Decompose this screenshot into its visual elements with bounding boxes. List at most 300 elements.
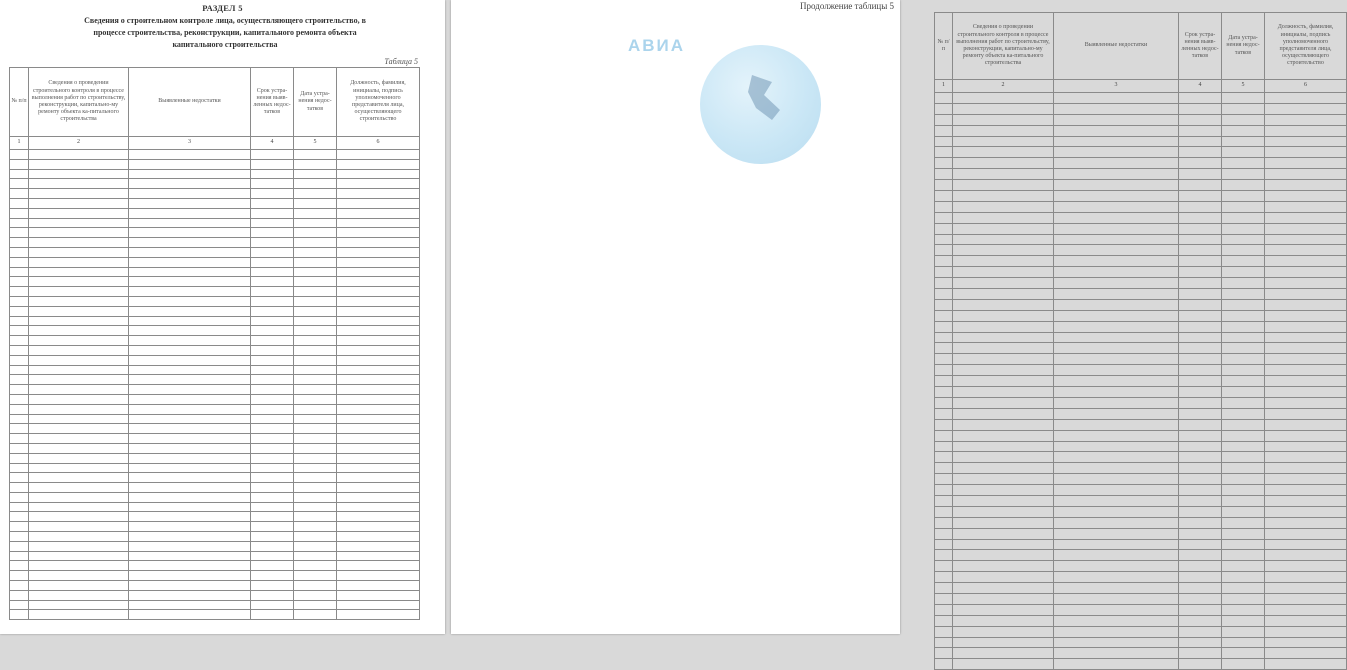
table-cell (1054, 212, 1179, 223)
table-cell (953, 572, 1054, 583)
table-cell (294, 590, 337, 600)
table-cell (337, 385, 420, 395)
table-cell (294, 492, 337, 502)
table-cell (129, 532, 251, 542)
table-cell (29, 316, 129, 326)
table-cell (1222, 299, 1265, 310)
table-cell (1265, 474, 1347, 485)
table-cell (953, 245, 1054, 256)
table-cell (294, 600, 337, 610)
table-cell (129, 189, 251, 199)
table-cell (1179, 637, 1222, 648)
table-cell (294, 404, 337, 414)
table-row (10, 296, 420, 306)
table-cell (953, 234, 1054, 245)
table-cell (953, 397, 1054, 408)
table-row (10, 208, 420, 218)
table-cell (337, 463, 420, 473)
table-cell (129, 296, 251, 306)
table-cell (1179, 223, 1222, 234)
table-cell (29, 483, 129, 493)
table-cell (1179, 289, 1222, 300)
table-cell (129, 247, 251, 257)
table-cell (1222, 245, 1265, 256)
table-cell (251, 345, 294, 355)
table-cell (1265, 245, 1347, 256)
table-cell (1222, 637, 1265, 648)
table-cell (294, 198, 337, 208)
table-cell (251, 326, 294, 336)
table-cell (1054, 528, 1179, 539)
table-cell (251, 150, 294, 160)
table-cell (1054, 495, 1179, 506)
table-cell (953, 430, 1054, 441)
table-cell (1179, 397, 1222, 408)
table-cell (935, 397, 953, 408)
table-cell (935, 506, 953, 517)
table-cell (129, 355, 251, 365)
table-cell (1179, 354, 1222, 365)
table-cell (10, 228, 29, 238)
table-cell (1054, 321, 1179, 332)
table-cell (251, 189, 294, 199)
table-cell (935, 245, 953, 256)
table-cell (1054, 267, 1179, 278)
table-cell (1054, 441, 1179, 452)
table-cell (953, 256, 1054, 267)
table-cell (1265, 103, 1347, 114)
table-cell (1179, 452, 1222, 463)
table-row (10, 483, 420, 493)
table-cell (10, 571, 29, 581)
table-cell (1179, 441, 1222, 452)
table-cell (1222, 572, 1265, 583)
table-cell (337, 443, 420, 453)
header-fix-date: Дата устра-нения недос-татков (1222, 13, 1265, 80)
table-cell (294, 287, 337, 297)
table-cell (1222, 158, 1265, 169)
column-number: 5 (1222, 80, 1265, 93)
table-cell (1054, 169, 1179, 180)
table-row (935, 637, 1347, 648)
table-cell (1265, 517, 1347, 528)
table-cell (1222, 506, 1265, 517)
table-cell (1222, 593, 1265, 604)
table-cell (935, 180, 953, 191)
table-cell (29, 179, 129, 189)
table-cell (337, 453, 420, 463)
table-cell (1222, 289, 1265, 300)
left-page (0, 0, 445, 634)
table-cell (1179, 572, 1222, 583)
table-cell (1054, 397, 1179, 408)
table-row (10, 179, 420, 189)
table-cell (1054, 604, 1179, 615)
table-cell (294, 541, 337, 551)
table-cell (10, 345, 29, 355)
table-cell (294, 169, 337, 179)
table-cell (10, 198, 29, 208)
table-cell (10, 267, 29, 277)
table-cell (935, 234, 953, 245)
table-cell (129, 306, 251, 316)
table-cell (1054, 310, 1179, 321)
table-cell (935, 615, 953, 626)
table-cell (129, 277, 251, 287)
table-row (935, 539, 1347, 550)
table-row (10, 610, 420, 620)
table-row (935, 365, 1347, 376)
table-cell (29, 443, 129, 453)
table-cell (129, 473, 251, 483)
table-cell (1054, 136, 1179, 147)
table-cell (1179, 267, 1222, 278)
section-title: РАЗДЕЛ 5 (202, 3, 243, 13)
table-cell (251, 532, 294, 542)
table-cell (935, 495, 953, 506)
table-cell (953, 441, 1054, 452)
table-cell (953, 169, 1054, 180)
table-row (935, 528, 1347, 539)
table-cell (953, 550, 1054, 561)
table-row (10, 247, 420, 257)
table-header-row (10, 68, 420, 137)
table-cell (251, 600, 294, 610)
table-cell (935, 332, 953, 343)
table-cell (1179, 550, 1222, 561)
table-cell (1222, 615, 1265, 626)
table-cell (1054, 419, 1179, 430)
table-cell (251, 257, 294, 267)
table-row (935, 201, 1347, 212)
table-cell (294, 453, 337, 463)
table-cell (1054, 93, 1179, 104)
table-cell (1265, 147, 1347, 158)
table-cell (1265, 376, 1347, 387)
table-cell (1179, 93, 1222, 104)
table-cell (1222, 430, 1265, 441)
table-cell (1179, 528, 1222, 539)
table-cell (935, 626, 953, 637)
table-cell (251, 208, 294, 218)
table-cell (935, 463, 953, 474)
table-row (935, 321, 1347, 332)
table-cell (251, 316, 294, 326)
column-number: 2 (29, 137, 129, 150)
table-cell (29, 365, 129, 375)
table-cell (337, 326, 420, 336)
table-cell (294, 355, 337, 365)
header-deadline: Срок устра-нения выяв-ленных недос-татков (251, 68, 294, 137)
table-row (935, 299, 1347, 310)
table-row (10, 198, 420, 208)
table-cell (1222, 365, 1265, 376)
table-row (10, 512, 420, 522)
table-row (935, 506, 1347, 517)
table-row (10, 306, 420, 316)
table-cell (953, 659, 1054, 670)
table-cell (251, 247, 294, 257)
table-cell (1265, 289, 1347, 300)
table-cell (294, 502, 337, 512)
table-cell (251, 512, 294, 522)
table-cell (251, 394, 294, 404)
table-cell (1222, 463, 1265, 474)
table-cell (10, 179, 29, 189)
table-cell (129, 208, 251, 218)
table-cell (1265, 463, 1347, 474)
table-cell (29, 512, 129, 522)
table-cell (1054, 201, 1179, 212)
table-cell (1179, 245, 1222, 256)
table-cell (953, 125, 1054, 136)
table-cell (953, 637, 1054, 648)
table-cell (337, 228, 420, 238)
table-cell (1054, 485, 1179, 496)
table-cell (251, 385, 294, 395)
table-cell (953, 299, 1054, 310)
table-cell (1265, 430, 1347, 441)
table-row (935, 626, 1347, 637)
table-cell (337, 434, 420, 444)
table-cell (1265, 637, 1347, 648)
table-cell (10, 512, 29, 522)
table-cell (337, 561, 420, 571)
column-number-row (935, 80, 1347, 93)
table-cell (29, 463, 129, 473)
table-cell (1179, 191, 1222, 202)
table-cell (294, 189, 337, 199)
table-cell (337, 532, 420, 542)
table-cell (1265, 550, 1347, 561)
table-cell (294, 463, 337, 473)
table-cell (953, 583, 1054, 594)
table-cell (935, 593, 953, 604)
table-cell (1222, 212, 1265, 223)
table-cell (251, 590, 294, 600)
table-cell (251, 198, 294, 208)
table-cell (953, 528, 1054, 539)
table-row (935, 463, 1347, 474)
table-cell (29, 169, 129, 179)
table-cell (1222, 539, 1265, 550)
table-row (10, 463, 420, 473)
table-cell (10, 277, 29, 287)
table-row (935, 332, 1347, 343)
table-cell (10, 561, 29, 571)
table-cell (10, 404, 29, 414)
table-cell (1054, 180, 1179, 191)
table-cell (1222, 169, 1265, 180)
table-row (10, 590, 420, 600)
table-row (935, 158, 1347, 169)
table-row (935, 212, 1347, 223)
table-cell (29, 345, 129, 355)
table-cell (1265, 485, 1347, 496)
table-cell (251, 610, 294, 620)
table-cell (953, 517, 1054, 528)
header-fix-date: Дата устра-нения недос-татков (294, 68, 337, 137)
table-row (10, 326, 420, 336)
table-cell (129, 179, 251, 189)
table-cell (1222, 408, 1265, 419)
table-row (935, 267, 1347, 278)
table-cell (953, 539, 1054, 550)
table-cell (294, 228, 337, 238)
table-cell (935, 517, 953, 528)
table-cell (29, 571, 129, 581)
table-cell (935, 278, 953, 289)
table-cell (953, 158, 1054, 169)
table-cell (1179, 114, 1222, 125)
table-cell (29, 492, 129, 502)
table-cell (337, 581, 420, 591)
table-row (10, 492, 420, 502)
table-cell (1179, 158, 1222, 169)
table-cell (294, 385, 337, 395)
table-cell (1222, 583, 1265, 594)
table-cell (29, 150, 129, 160)
table-cell (1179, 506, 1222, 517)
table-row (935, 256, 1347, 267)
table-cell (1265, 615, 1347, 626)
table-cell (935, 583, 953, 594)
table-cell (337, 316, 420, 326)
table-cell (1222, 397, 1265, 408)
table-cell (294, 561, 337, 571)
table-cell (1054, 103, 1179, 114)
table-cell (1054, 245, 1179, 256)
table-cell (1054, 593, 1179, 604)
table-cell (337, 218, 420, 228)
table-cell (1265, 93, 1347, 104)
table-cell (1222, 125, 1265, 136)
table-cell (1265, 354, 1347, 365)
table-cell (1222, 604, 1265, 615)
table-cell (294, 247, 337, 257)
table-cell (337, 551, 420, 561)
table-cell (29, 502, 129, 512)
table-cell (1222, 626, 1265, 637)
table-cell (953, 648, 1054, 659)
table-cell (935, 93, 953, 104)
table-cell (1179, 321, 1222, 332)
table-cell (1222, 180, 1265, 191)
column-number: 4 (1179, 80, 1222, 93)
table-cell (1222, 474, 1265, 485)
table-cell (1054, 626, 1179, 637)
table-cell (129, 512, 251, 522)
table-cell (29, 336, 129, 346)
table-cell (29, 424, 129, 434)
table-cell (29, 453, 129, 463)
table-cell (337, 189, 420, 199)
table-cell (294, 571, 337, 581)
table-cell (1179, 419, 1222, 430)
table-row (10, 218, 420, 228)
table-cell (1265, 495, 1347, 506)
table-cell (1054, 572, 1179, 583)
table-cell (1179, 561, 1222, 572)
table-row (10, 532, 420, 542)
table-cell (1054, 191, 1179, 202)
table-cell (10, 522, 29, 532)
table-cell (10, 296, 29, 306)
table-cell (1265, 441, 1347, 452)
table-cell (1054, 376, 1179, 387)
table-cell (935, 169, 953, 180)
right-page (451, 0, 1334, 634)
table-cell (1054, 648, 1179, 659)
table-caption: Таблица 5 (384, 57, 418, 66)
table-cell (1265, 299, 1347, 310)
table-cell (294, 277, 337, 287)
table-cell (10, 385, 29, 395)
table-cell (10, 483, 29, 493)
table-cell (337, 287, 420, 297)
table-cell (294, 208, 337, 218)
table-cell (129, 228, 251, 238)
table-cell (129, 218, 251, 228)
table-cell (1222, 648, 1265, 659)
column-number: 3 (1054, 80, 1179, 93)
table-row (935, 604, 1347, 615)
table-cell (10, 257, 29, 267)
table-cell (337, 345, 420, 355)
table-cell (10, 336, 29, 346)
header-number: № п/п (935, 13, 953, 80)
table-cell (251, 571, 294, 581)
table-cell (129, 238, 251, 248)
column-number: 5 (294, 137, 337, 150)
table-row (935, 441, 1347, 452)
table-cell (1054, 234, 1179, 245)
table-cell (337, 247, 420, 257)
table-row (935, 245, 1347, 256)
table-row (10, 522, 420, 532)
table-cell (1265, 593, 1347, 604)
table-cell (1179, 463, 1222, 474)
table-cell (10, 326, 29, 336)
table-cell (337, 365, 420, 375)
table-cell (10, 610, 29, 620)
table-cell (337, 394, 420, 404)
table-cell (251, 336, 294, 346)
table-cell (251, 541, 294, 551)
table-cell (251, 228, 294, 238)
table-row (935, 419, 1347, 430)
table-cell (251, 238, 294, 248)
column-number: 3 (129, 137, 251, 150)
table-cell (935, 310, 953, 321)
column-number-row (10, 137, 420, 150)
table-cell (1265, 572, 1347, 583)
table-row (10, 228, 420, 238)
table-cell (10, 551, 29, 561)
table-cell (294, 473, 337, 483)
table-cell (1222, 256, 1265, 267)
table-cell (129, 316, 251, 326)
table-cell (294, 483, 337, 493)
table-cell (953, 354, 1054, 365)
table-cell (1179, 626, 1222, 637)
table-cell (29, 404, 129, 414)
table-row (10, 424, 420, 434)
table-cell (10, 208, 29, 218)
table-cell (29, 238, 129, 248)
table-cell (1222, 332, 1265, 343)
table-cell (1265, 659, 1347, 670)
